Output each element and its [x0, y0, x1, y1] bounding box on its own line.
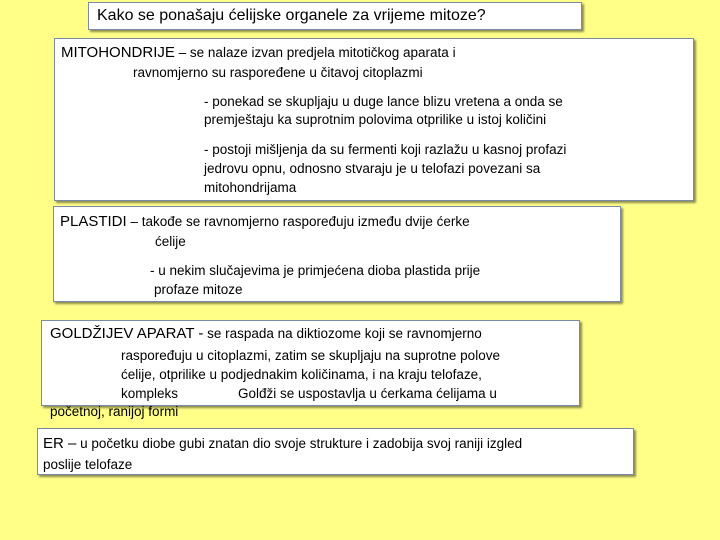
- er-box: [37, 428, 634, 475]
- mitochondria-box: [54, 38, 694, 201]
- mitochondria-point-1-line-1: - ponekad se skupljaju u duge lance blizu vretena a onda se: [204, 94, 563, 109]
- mitochondria-heading: MITOHONDRIJE: [61, 44, 175, 61]
- golgi-heading: GOLDŽIJEV APARAT -: [50, 325, 204, 342]
- slide-title: [88, 2, 582, 30]
- golgi-line-3: ćelije, otprilike u podjednakim količinama, i na kraju telofaze,: [121, 367, 482, 382]
- golgi-line-4: kompleks Golđži se uspostavlja u ćerkama ćelijama u: [121, 386, 497, 401]
- golgi-first-line: [50, 325, 482, 343]
- mitochondria-intro: – se nalaze izvan predjela mitotičkog aparata i: [174, 45, 456, 60]
- mitochondria-point-1-line-2: premještaju ka suprotnim polovima otprilike u istoj količini: [204, 112, 547, 127]
- plastids-point-1-line-2: profaze mitoze: [154, 282, 243, 297]
- plastids-point-1-line-1: - u nekim slučajevima je primjećena dioba plastida prije: [150, 263, 481, 278]
- mitochondria-point-2-line-2: jedrovu opnu, odnosno stvaraju je u telofazi povezani sa: [204, 161, 541, 176]
- plastids-line-2: ćelije: [155, 234, 186, 249]
- er-intro: u početku diobe gubi znatan dio svoje strukture i zadobija svoj raniji izgled: [76, 436, 523, 451]
- mitochondria-first-line: [61, 44, 456, 62]
- plastids-heading: PLASTIDI: [60, 213, 127, 230]
- mitochondria-point-2-line-3: mitohondrijama: [204, 180, 297, 195]
- plastids-first-line: [60, 213, 470, 231]
- er-first-line: [43, 435, 522, 453]
- golgi-overflow-line: početnoj, ranijoj formi: [50, 404, 179, 419]
- slide-title-text: Kako se ponašaju ćelijske organele za vrijeme mitoze?: [97, 7, 486, 24]
- plastids-intro: – takođe se ravnomjerno raspoređuju između dvije ćerke: [126, 214, 470, 229]
- er-line-2: poslije telofaze: [43, 457, 133, 472]
- plastids-box: [53, 206, 621, 302]
- golgi-line-2: raspoređuju u citoplazmi, zatim se skupljaju na suprotne polove: [121, 348, 500, 363]
- golgi-intro: se raspada na diktiozome koji se ravnomjerno: [203, 326, 482, 341]
- er-heading: ER –: [43, 435, 77, 452]
- mitochondria-point-2-line-1: - postoji mišljenja da su fermenti koji razlažu u kasnoj profazi: [204, 142, 567, 157]
- mitochondria-line-2: ravnomjerno su raspoređene u čitavoj citoplazmi: [133, 65, 423, 80]
- golgi-box: [41, 320, 580, 419]
